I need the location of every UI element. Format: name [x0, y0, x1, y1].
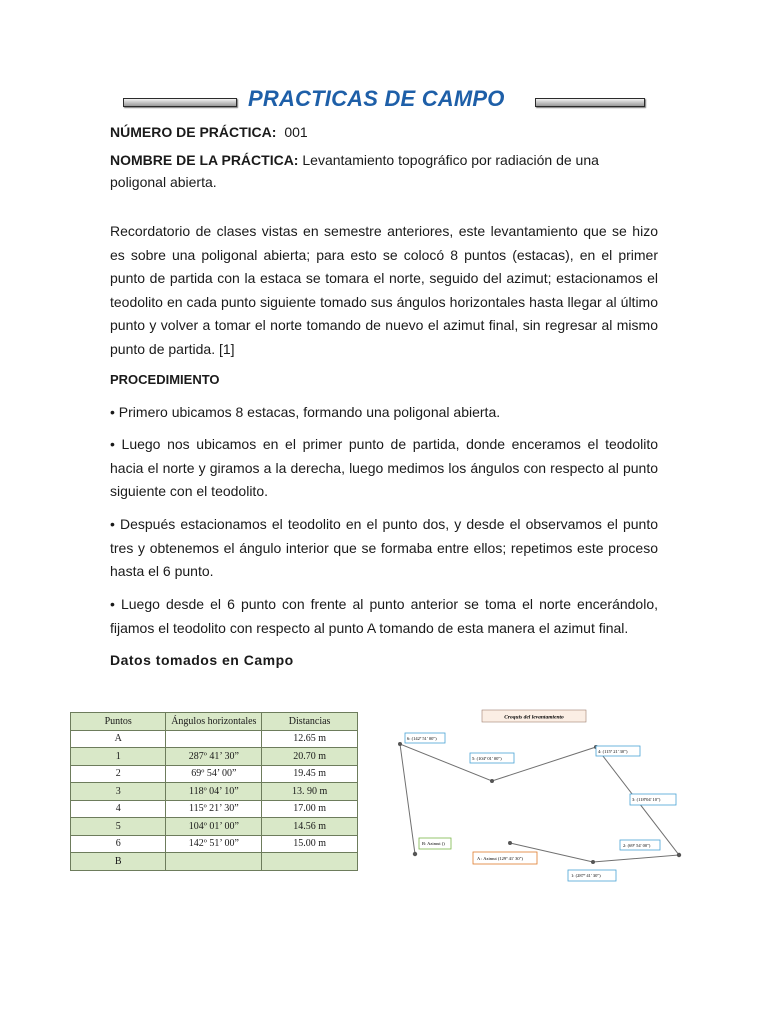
table-cell: 15.00 m	[262, 835, 358, 853]
practice-number-value: 001	[284, 124, 308, 140]
table-cell: 1	[71, 748, 166, 766]
point-1	[591, 860, 595, 864]
label-1: 1: (287º 41' 30")	[571, 873, 601, 878]
point-5	[490, 779, 494, 783]
title-decoration-left	[123, 98, 237, 107]
table-cell: 118º 04’ 10”	[166, 783, 262, 801]
practice-name-line	[110, 149, 658, 193]
point-b	[413, 852, 417, 856]
table-cell: 2	[71, 765, 166, 783]
table-row	[71, 748, 358, 766]
practice-number-label: NÚMERO DE PRÁCTICA:	[110, 124, 277, 140]
table-header-cell: Distancias	[262, 713, 358, 731]
point-6	[398, 742, 402, 746]
table-cell	[166, 730, 262, 748]
procedure-step-2: • Luego nos ubicamos en el primer punto de partida, donde enceramos el teodolito hacia el norte y giramos a la derecha, luego medimos los ángulos con respecto al punto siguiente con el teodolito.	[110, 436, 658, 500]
table-cell: 17.00 m	[262, 800, 358, 818]
title-row	[0, 84, 768, 118]
table-cell: 104º 01’ 00”	[166, 818, 262, 836]
label-b: B: Azimut ()	[422, 841, 445, 846]
intro-paragraph: Recordatorio de clases vistas en semestre anteriores, este levantamiento que se hizo es sobre una poligonal abierta; para esto se colocó 8 puntos (estacas), en el primer punto de partida con la estaca se tomara el norte, seguido del azimut; estacionamos el teodolito en cada punto siguiente tomado sus ángulos horizontales hasta llegar al último punto y volver a tomar el norte tomando de nuevo el azimut final, sin regresar al mismo punto de partida. [1]	[110, 223, 658, 357]
table-cell: 287º 41’ 30”	[166, 748, 262, 766]
table-cell: 69º 54’ 00”	[166, 765, 262, 783]
label-5: 5: (104º 01' 00")	[472, 756, 502, 761]
table-cell: 20.70 m	[262, 748, 358, 766]
label-4: 4: (115º 21' 30")	[598, 749, 628, 754]
table-row	[71, 765, 358, 783]
page-title: PRACTICAS DE CAMPO	[248, 86, 505, 111]
procedure-step-3: • Después estacionamos el teodolito en el punto dos, y desde el observamos el punto tres y obtenemos el ángulo interior que se formaba entre ellos; repetimos este proceso hasta el 6 punto.	[110, 516, 658, 580]
data-heading: Datos tomados en Campo	[110, 652, 294, 668]
table-row	[71, 730, 358, 748]
practice-name-value: Levantamiento topográfico por radiación de una poligonal abierta.	[110, 152, 599, 190]
table-row	[71, 818, 358, 836]
practice-number-line	[110, 121, 658, 145]
procedure-step-1: • Primero ubicamos 8 estacas, formando una poligonal abierta.	[110, 404, 501, 420]
table-cell: 115º 21’ 30”	[166, 800, 262, 818]
table-row	[71, 800, 358, 818]
label-6: 6: (142º 51' 00")	[407, 736, 437, 741]
table-header-row	[71, 713, 358, 731]
title-decoration-right	[535, 98, 645, 107]
label-a: A : Azimut (129º 41' 30")	[477, 856, 523, 861]
table-cell: A	[71, 730, 166, 748]
table-cell: 12.65 m	[262, 730, 358, 748]
point-a	[508, 841, 512, 845]
table-cell	[262, 853, 358, 871]
procedure-step-4: • Luego desde el 6 punto con frente al punto anterior se toma el norte encerándolo, fijamos el teodolito con respecto al punto A tomando de esta manera el azimut final.	[110, 596, 658, 636]
survey-sketch	[380, 700, 700, 885]
table-row	[71, 783, 358, 801]
table-cell: B	[71, 853, 166, 871]
table-cell: 19.45 m	[262, 765, 358, 783]
field-data-table	[70, 712, 358, 871]
label-2: 2: (69º 54' 00")	[623, 843, 651, 848]
table-cell: 142º 51’ 00”	[166, 835, 262, 853]
sketch-title: Croquis del levantamiento	[504, 714, 564, 721]
table-cell	[166, 853, 262, 871]
guide	[400, 744, 596, 747]
table-cell: 6	[71, 835, 166, 853]
procedure-heading: PROCEDIMIENTO	[110, 372, 220, 387]
table-row	[71, 835, 358, 853]
table-header-cell: Puntos	[71, 713, 166, 731]
table-cell: 3	[71, 783, 166, 801]
table-row	[71, 853, 358, 871]
table-cell: 4	[71, 800, 166, 818]
point-3	[677, 853, 681, 857]
practice-name-label: NOMBRE DE LA PRÁCTICA:	[110, 152, 299, 168]
table-cell: 13. 90 m	[262, 783, 358, 801]
table-cell: 5	[71, 818, 166, 836]
table-cell: 14.56 m	[262, 818, 358, 836]
label-3: 3: (118º04' 10")	[632, 797, 661, 802]
table-header-cell: Ángulos horizontales	[166, 713, 262, 731]
